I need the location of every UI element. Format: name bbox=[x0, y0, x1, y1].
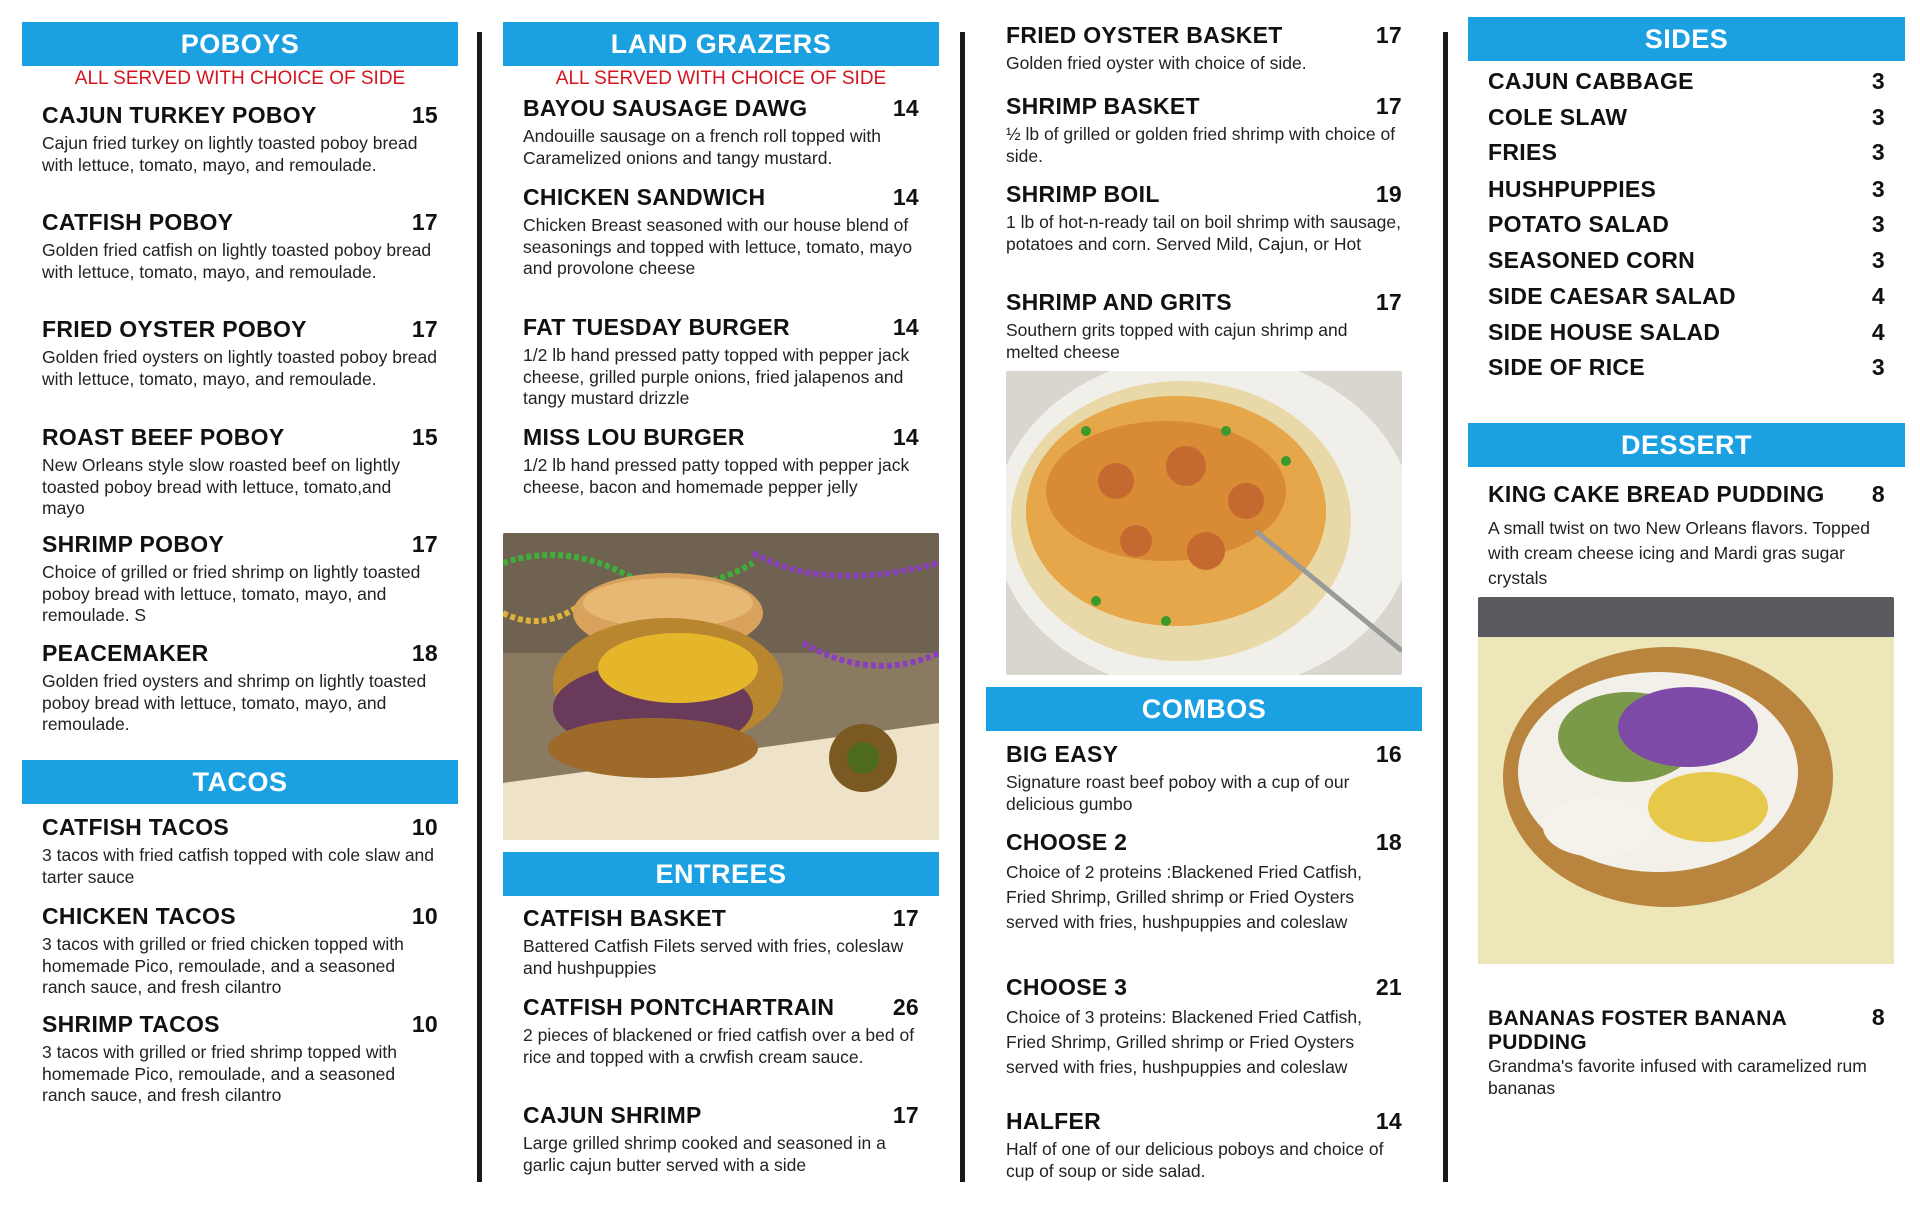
item-price: 14 bbox=[892, 314, 919, 340]
bread-pudding-photo bbox=[1478, 597, 1894, 964]
item-name: HALFER bbox=[1006, 1108, 1102, 1134]
side-name: CAJUN CABBAGE bbox=[1488, 68, 1694, 94]
side-item bbox=[1488, 319, 1885, 346]
item-desc: A small twist on two New Orleans flavors. Topped with cream cheese icing and Mardi gras sugar crystals bbox=[1488, 518, 1870, 588]
side-name: SIDE OF RICE bbox=[1488, 354, 1645, 380]
menu-item bbox=[1006, 974, 1402, 1080]
side-price: 3 bbox=[1871, 354, 1885, 380]
combos-header: COMBOS bbox=[986, 687, 1422, 731]
menu-item bbox=[42, 424, 438, 520]
menu-item bbox=[42, 903, 438, 999]
item-desc: 1 lb of hot-n-ready tail on boil shrimp with sausage, potatoes and corn. Served Mild, Cajun, or Hot bbox=[1006, 212, 1401, 254]
side-price: 3 bbox=[1871, 104, 1885, 130]
item-price: 10 bbox=[411, 903, 438, 929]
item-price: 8 bbox=[1871, 481, 1885, 507]
item-name: CHICKEN SANDWICH bbox=[523, 184, 766, 210]
item-name: CAJUN SHRIMP bbox=[523, 1102, 702, 1128]
item-price: 14 bbox=[892, 95, 919, 121]
menu-item bbox=[523, 1102, 919, 1176]
item-name: SHRIMP AND GRITS bbox=[1006, 289, 1232, 315]
side-name: SIDE CAESAR SALAD bbox=[1488, 283, 1736, 309]
menu-item bbox=[523, 905, 919, 979]
column-divider bbox=[1443, 32, 1448, 1182]
shrimp-grits-photo bbox=[1006, 371, 1402, 675]
menu-item bbox=[1006, 93, 1402, 167]
item-desc: Golden fried oyster with choice of side. bbox=[1006, 53, 1307, 73]
item-desc: Half of one of our delicious poboys and choice of cup of soup or side salad. bbox=[1006, 1139, 1384, 1181]
menu-item bbox=[1006, 22, 1402, 75]
item-price: 14 bbox=[1375, 1108, 1402, 1134]
menu-item bbox=[523, 184, 919, 280]
side-item bbox=[1488, 68, 1885, 95]
land-grazers-note: ALL SERVED WITH CHOICE OF SIDE bbox=[555, 68, 887, 89]
item-name: FAT TUESDAY BURGER bbox=[523, 314, 790, 340]
side-item bbox=[1488, 211, 1885, 238]
item-price: 10 bbox=[411, 1011, 438, 1037]
item-name: CAJUN TURKEY POBOY bbox=[42, 102, 317, 128]
menu-item bbox=[42, 102, 438, 176]
menu-item bbox=[42, 814, 438, 888]
item-price: 17 bbox=[411, 316, 438, 342]
menu-item bbox=[1006, 289, 1402, 363]
item-desc: Cajun fried turkey on lightly toasted poboy bread with lettuce, tomato, mayo, and remoulade. bbox=[42, 133, 418, 175]
menu-item bbox=[523, 424, 919, 498]
item-name: BANANAS FOSTER BANANA PUDDING bbox=[1488, 1007, 1787, 1054]
item-desc: 3 tacos with fried catfish topped with cole slaw and tarter sauce bbox=[42, 845, 435, 887]
item-desc: Large grilled shrimp cooked and seasoned in a garlic cajun butter served with a side bbox=[523, 1133, 886, 1175]
item-desc: Golden fried catfish on lightly toasted poboy bread with lettuce, tomato, mayo, and remoulade. bbox=[42, 240, 432, 282]
item-price: 14 bbox=[892, 184, 919, 210]
item-desc: Signature roast beef poboy with a cup of our delicious gumbo bbox=[1006, 772, 1350, 814]
side-name: SEASONED CORN bbox=[1488, 247, 1696, 273]
item-desc: 1/2 lb hand pressed patty topped with pepper jack cheese, bacon and homemade pepper jelly bbox=[523, 455, 910, 497]
land-grazers-header: LAND GRAZERS bbox=[503, 22, 939, 66]
column-divider bbox=[960, 32, 965, 1182]
menu-item bbox=[1006, 1108, 1402, 1182]
item-price: 15 bbox=[411, 424, 438, 450]
item-desc: Golden fried oysters and shrimp on lightly toasted poboy bread with lettuce, tomato, mayo, and remoulade. bbox=[42, 671, 427, 734]
side-item bbox=[1488, 176, 1885, 203]
menu-item bbox=[523, 314, 919, 410]
item-desc: Golden fried oysters on lightly toasted poboy bread with lettuce, tomato, mayo, and remoulade. bbox=[42, 347, 437, 389]
item-name: FRIED OYSTER POBOY bbox=[42, 316, 307, 342]
item-price: 19 bbox=[1375, 181, 1402, 207]
side-name: HUSHPUPPIES bbox=[1488, 176, 1657, 202]
side-name: POTATO SALAD bbox=[1488, 211, 1670, 237]
tacos-header: TACOS bbox=[22, 760, 458, 804]
side-price: 3 bbox=[1871, 139, 1885, 165]
item-price: 14 bbox=[892, 424, 919, 450]
side-name: COLE SLAW bbox=[1488, 104, 1628, 130]
item-name: ROAST BEEF POBOY bbox=[42, 424, 285, 450]
burger-photo bbox=[503, 533, 939, 840]
item-desc: Choice of grilled or fried shrimp on lightly toasted poboy bread with lettuce, tomato, mayo, and remoulade. S bbox=[42, 562, 421, 625]
side-price: 3 bbox=[1871, 211, 1885, 237]
item-price: 17 bbox=[411, 531, 438, 557]
item-name: CATFISH BASKET bbox=[523, 905, 727, 931]
item-price: 26 bbox=[892, 994, 919, 1020]
menu-item bbox=[42, 316, 438, 390]
side-name: FRIES bbox=[1488, 139, 1558, 165]
item-price: 17 bbox=[1375, 93, 1402, 119]
item-name: CATFISH PONTCHARTRAIN bbox=[523, 994, 835, 1020]
side-price: 3 bbox=[1871, 247, 1885, 273]
item-name: PEACEMAKER bbox=[42, 640, 209, 666]
side-item bbox=[1488, 139, 1885, 166]
menu-item bbox=[1488, 481, 1885, 591]
item-price: 18 bbox=[411, 640, 438, 666]
item-name: CATFISH TACOS bbox=[42, 814, 230, 840]
menu-item bbox=[1006, 829, 1402, 935]
item-name: CHICKEN TACOS bbox=[42, 903, 236, 929]
item-name: SHRIMP BASKET bbox=[1006, 93, 1200, 119]
item-desc: Choice of 2 proteins :Blackened Fried Catfish, Fried Shrimp, Grilled shrimp or Fried Oysters served with fries, hushpuppies and coleslaw bbox=[1006, 862, 1363, 932]
menu-item bbox=[42, 209, 438, 283]
side-price: 4 bbox=[1871, 319, 1885, 345]
item-name: BIG EASY bbox=[1006, 741, 1119, 767]
item-name: SHRIMP POBOY bbox=[42, 531, 225, 557]
item-name: KING CAKE BREAD PUDDING bbox=[1488, 481, 1825, 507]
side-price: 3 bbox=[1871, 176, 1885, 202]
menu-item bbox=[523, 994, 919, 1068]
poboys-header: POBOYS bbox=[22, 22, 458, 66]
item-name: FRIED OYSTER BASKET bbox=[1006, 22, 1283, 48]
side-item bbox=[1488, 354, 1885, 381]
item-desc: Chicken Breast seasoned with our house blend of seasonings and topped with lettuce, tomato, mayo and provolone cheese bbox=[523, 215, 913, 278]
item-price: 21 bbox=[1375, 974, 1402, 1000]
item-desc: 3 tacos with grilled or fried chicken topped with homemade Pico, remoulade, and a seasoned ranch sauce, and fresh cilantro bbox=[42, 934, 404, 997]
item-desc: 1/2 lb hand pressed patty topped with pepper jack cheese, grilled purple onions, fried jalapenos and tangy mustard drizzle bbox=[523, 345, 910, 408]
menu-item bbox=[42, 1011, 438, 1107]
item-price: 8 bbox=[1871, 1004, 1885, 1030]
side-price: 4 bbox=[1871, 283, 1885, 309]
column-divider bbox=[477, 32, 482, 1182]
item-desc: Battered Catfish Filets served with fries, coleslaw and hushpuppies bbox=[523, 936, 904, 978]
side-item bbox=[1488, 104, 1885, 131]
item-name: CHOOSE 3 bbox=[1006, 974, 1128, 1000]
item-desc: Grandma's favorite infused with caramelized rum bananas bbox=[1488, 1056, 1867, 1098]
item-price: 17 bbox=[1375, 22, 1402, 48]
dessert-header: DESSERT bbox=[1468, 423, 1905, 467]
item-price: 17 bbox=[892, 1102, 919, 1128]
item-desc: Andouille sausage on a french roll topped with Caramelized onions and tangy mustard. bbox=[523, 126, 882, 168]
item-price: 17 bbox=[411, 209, 438, 235]
side-item bbox=[1488, 283, 1885, 310]
item-desc: 2 pieces of blackened or fried catfish over a bed of rice and topped with a crwfish cream sauce. bbox=[523, 1025, 915, 1067]
item-name: CATFISH POBOY bbox=[42, 209, 234, 235]
item-name: BAYOU SAUSAGE DAWG bbox=[523, 95, 808, 121]
item-desc: ½ lb of grilled or golden fried shrimp with choice of side. bbox=[1006, 124, 1396, 166]
item-desc: 3 tacos with grilled or fried shrimp topped with homemade Pico, remoulade, and a seasoned ranch sauce, and fresh cilantro bbox=[42, 1042, 398, 1105]
menu-item bbox=[523, 95, 919, 169]
menu-item bbox=[1488, 1004, 1885, 1099]
item-price: 16 bbox=[1375, 741, 1402, 767]
menu-item bbox=[42, 640, 438, 736]
item-desc: Southern grits topped with cajun shrimp and melted cheese bbox=[1006, 320, 1348, 362]
poboys-note: ALL SERVED WITH CHOICE OF SIDE bbox=[74, 68, 406, 89]
menu-item bbox=[1006, 181, 1402, 255]
menu-item bbox=[42, 531, 438, 627]
side-name: SIDE HOUSE SALAD bbox=[1488, 319, 1721, 345]
item-name: SHRIMP TACOS bbox=[42, 1011, 220, 1037]
item-name: CHOOSE 2 bbox=[1006, 829, 1128, 855]
item-price: 18 bbox=[1375, 829, 1402, 855]
item-price: 17 bbox=[1375, 289, 1402, 315]
item-desc: New Orleans style slow roasted beef on lightly toasted poboy bread with lettuce, tomato,and mayo bbox=[42, 455, 400, 518]
side-item bbox=[1488, 247, 1885, 274]
entrees-header: ENTREES bbox=[503, 852, 939, 896]
item-price: 15 bbox=[411, 102, 438, 128]
menu-item bbox=[1006, 741, 1402, 815]
item-name: SHRIMP BOIL bbox=[1006, 181, 1160, 207]
sides-header: SIDES bbox=[1468, 17, 1905, 61]
item-price: 10 bbox=[411, 814, 438, 840]
item-price: 17 bbox=[892, 905, 919, 931]
item-name: MISS LOU BURGER bbox=[523, 424, 745, 450]
item-desc: Choice of 3 proteins: Blackened Fried Catfish, Fried Shrimp, Grilled shrimp or Fried Oysters served with fries, hushpuppies and coleslaw bbox=[1006, 1007, 1363, 1077]
side-price: 3 bbox=[1871, 68, 1885, 94]
